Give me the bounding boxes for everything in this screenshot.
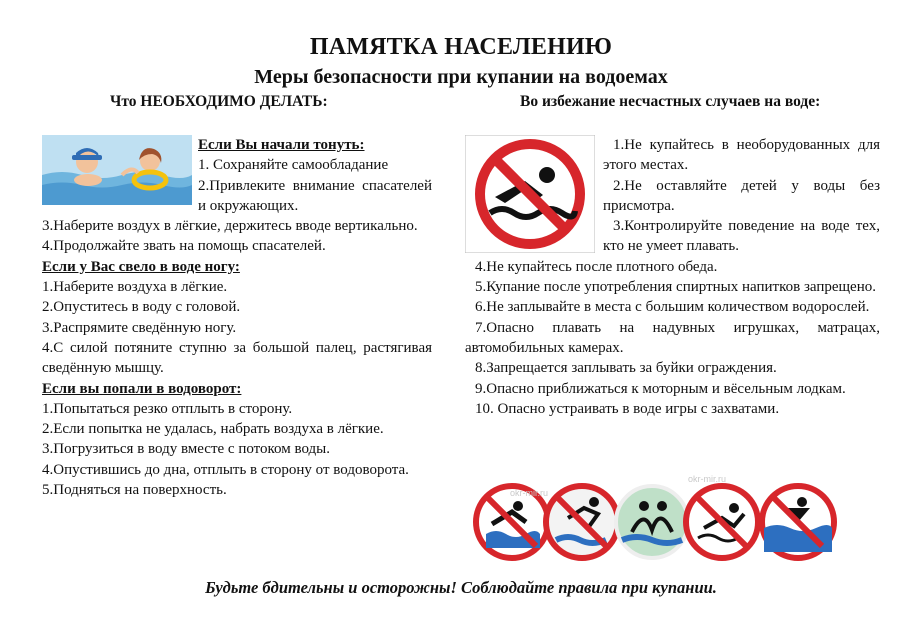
list-item: 2.Если попытка не удалась, набрать воздуха в лёгкие. — [42, 421, 384, 438]
rule-item: 5.Купание после употребления спиртных напитков запрещено. — [475, 279, 876, 296]
children-swimming-illustration — [42, 135, 192, 205]
no-drowning-sign — [686, 486, 758, 558]
no-grabbing-games-sign — [616, 486, 688, 558]
watermark: okr-mir.ru — [510, 488, 548, 498]
rule-item: 6.Не заплывайте в места с большим количеством водорослей. — [475, 299, 870, 316]
no-swimming-deep-sign — [762, 486, 834, 558]
list-item: 4.Опустившись до дна, отплыть в сторону от водоворота. — [42, 461, 409, 478]
list-item: 3.Погрузиться в воду вместе с потоком воды. — [42, 441, 331, 458]
section-title-leg-cramp: Если у Вас свело в воде ногу: — [42, 258, 240, 275]
rule-item: 9.Опасно приближаться к моторным и вёсельным лодкам. — [475, 380, 846, 397]
list-item: 4.С силой потяните ступню за большой палец, растягивая сведённую мышцу. — [42, 339, 432, 377]
watermark: okr-mir.ru — [688, 474, 726, 484]
footer-note: Будьте бдительны и осторожны! Соблюдайте правила при купании. — [205, 578, 717, 597]
rule-item: 7.Опасно плавать на надувных игрушках, матрацах, автомобильных камерах. — [465, 319, 880, 356]
list-item: 5.Подняться на поверхность. — [42, 482, 227, 499]
left-column — [42, 135, 432, 500]
list-item: 1.Наберите воздуха в лёгкие. — [42, 279, 228, 296]
rule-item: 3.Контролируйте поведение на воде тех, кто не умеет плавать. — [603, 218, 880, 255]
list-item: 3.Распрямите сведённую ногу. — [42, 319, 237, 336]
left-column-heading: Что НЕОБХОДИМО ДЕЛАТЬ: — [110, 93, 328, 110]
rule-item: 1.Не купайтесь в необорудованных для этого местах. — [603, 137, 880, 174]
page-subtitle: Меры безопасности при купании на водоемах — [254, 66, 668, 88]
no-jumping-sign — [546, 486, 618, 558]
right-column — [465, 135, 880, 419]
list-item: 1. Сохраняйте самообладание — [198, 157, 389, 174]
rule-item: 8.Запрещается заплывать за буйки ограждения. — [475, 360, 777, 377]
section-title-drowning: Если Вы начали тонуть: — [198, 137, 365, 153]
rule-item: 2.Не оставляйте детей у воды без присмотра. — [603, 177, 880, 214]
list-item: 2.Опуститесь в воду с головой. — [42, 299, 241, 316]
rule-item: 10. Опасно устраивать в воде игры с захватами. — [475, 400, 780, 417]
list-item: 2.Привлеките внимание спасателей и окружающих. — [198, 177, 432, 214]
list-item: 1.Попытаться резко отплыть в сторону. — [42, 400, 293, 417]
page-title: ПАМЯТКА НАСЕЛЕНИЮ — [309, 34, 613, 60]
list-item: 4.Продолжайте звать на помощь спасателей. — [42, 238, 326, 255]
no-swimming-sign — [465, 135, 595, 253]
list-item: 3.Наберите воздух в лёгкие, держитесь вводе вертикально. — [42, 218, 418, 235]
rule-item: 4.Не купайтесь после плотного обеда. — [475, 258, 718, 275]
right-column-heading: Во избежание несчастных случаев на воде: — [520, 93, 821, 110]
section-title-whirlpool: Если вы попали в водоворот: — [42, 380, 242, 397]
